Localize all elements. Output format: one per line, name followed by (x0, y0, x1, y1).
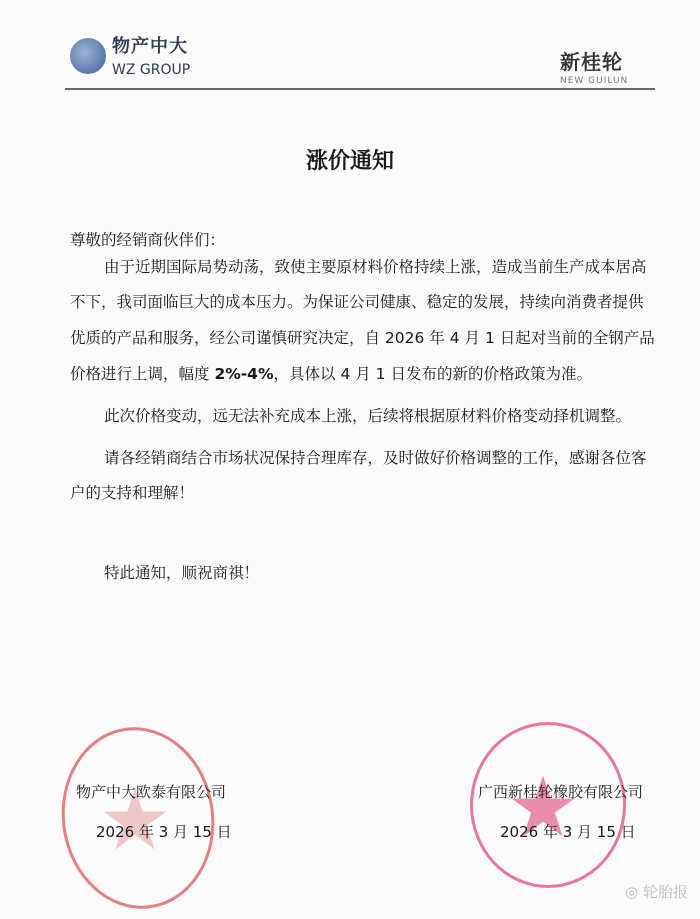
salutation: 尊敬的经销商伙伴们： (70, 231, 226, 249)
new-guilun-logo-cn: 新桂轮 (560, 50, 623, 74)
closing: 特此通知，顺祝商祺！ (104, 564, 260, 582)
paragraph1-line2: 不下，我司面临巨大的成本压力。为保证公司健康、稳定的发展，持续向消费者提供 (70, 293, 644, 311)
paragraph3-line2: 户的支持和理解！ (70, 484, 195, 502)
document-title: 涨价通知 (305, 149, 394, 174)
signature-company-left: 物产中大欧泰有限公司 (76, 783, 227, 801)
wz-group-logo-icon (70, 38, 106, 74)
watermark (625, 882, 688, 902)
new-guilun-logo-en: NEW GUILUN (560, 76, 629, 86)
signature-date-right: 2026 年 3 月 15 日 (500, 823, 636, 841)
weibo-icon: ◎ (625, 883, 643, 901)
paragraph2: 此次价格变动，远无法补充成本上涨，后续将根据原材料价格变动择机调整。 (104, 407, 632, 425)
line4-text-a: 价格进行上调，幅度 (70, 365, 215, 383)
paragraph1-line3: 优质的产品和服务，经公司谨慎研究决定，自 2026 年 4 月 1 日起对当前的全钢产品 (70, 329, 655, 347)
paragraph1-line1: 由于近期国际局势动荡，致使主要原材料价格持续上涨，造成当前生产成本居高 (104, 258, 647, 276)
header-divider (65, 88, 655, 90)
signature-date-left: 2026 年 3 月 15 日 (96, 823, 232, 841)
watermark-text: 轮胎报 (642, 883, 688, 901)
price-increase-range: 2%-4% (214, 365, 274, 383)
paragraph3-line1: 请各经销商结合市场状况保持合理库存，及时做好价格调整的工作，感谢各位客 (104, 449, 647, 467)
paragraph1-line4 (70, 364, 592, 384)
line4-text-b: ，具体以 4 月 1 日发布的新的价格政策为准。 (273, 365, 592, 383)
wz-group-logo-en: WZ GROUP (112, 62, 191, 78)
wz-group-logo-cn: 物产中大 (112, 36, 188, 57)
signature-company-right: 广西新桂轮橡胶有限公司 (478, 783, 644, 801)
